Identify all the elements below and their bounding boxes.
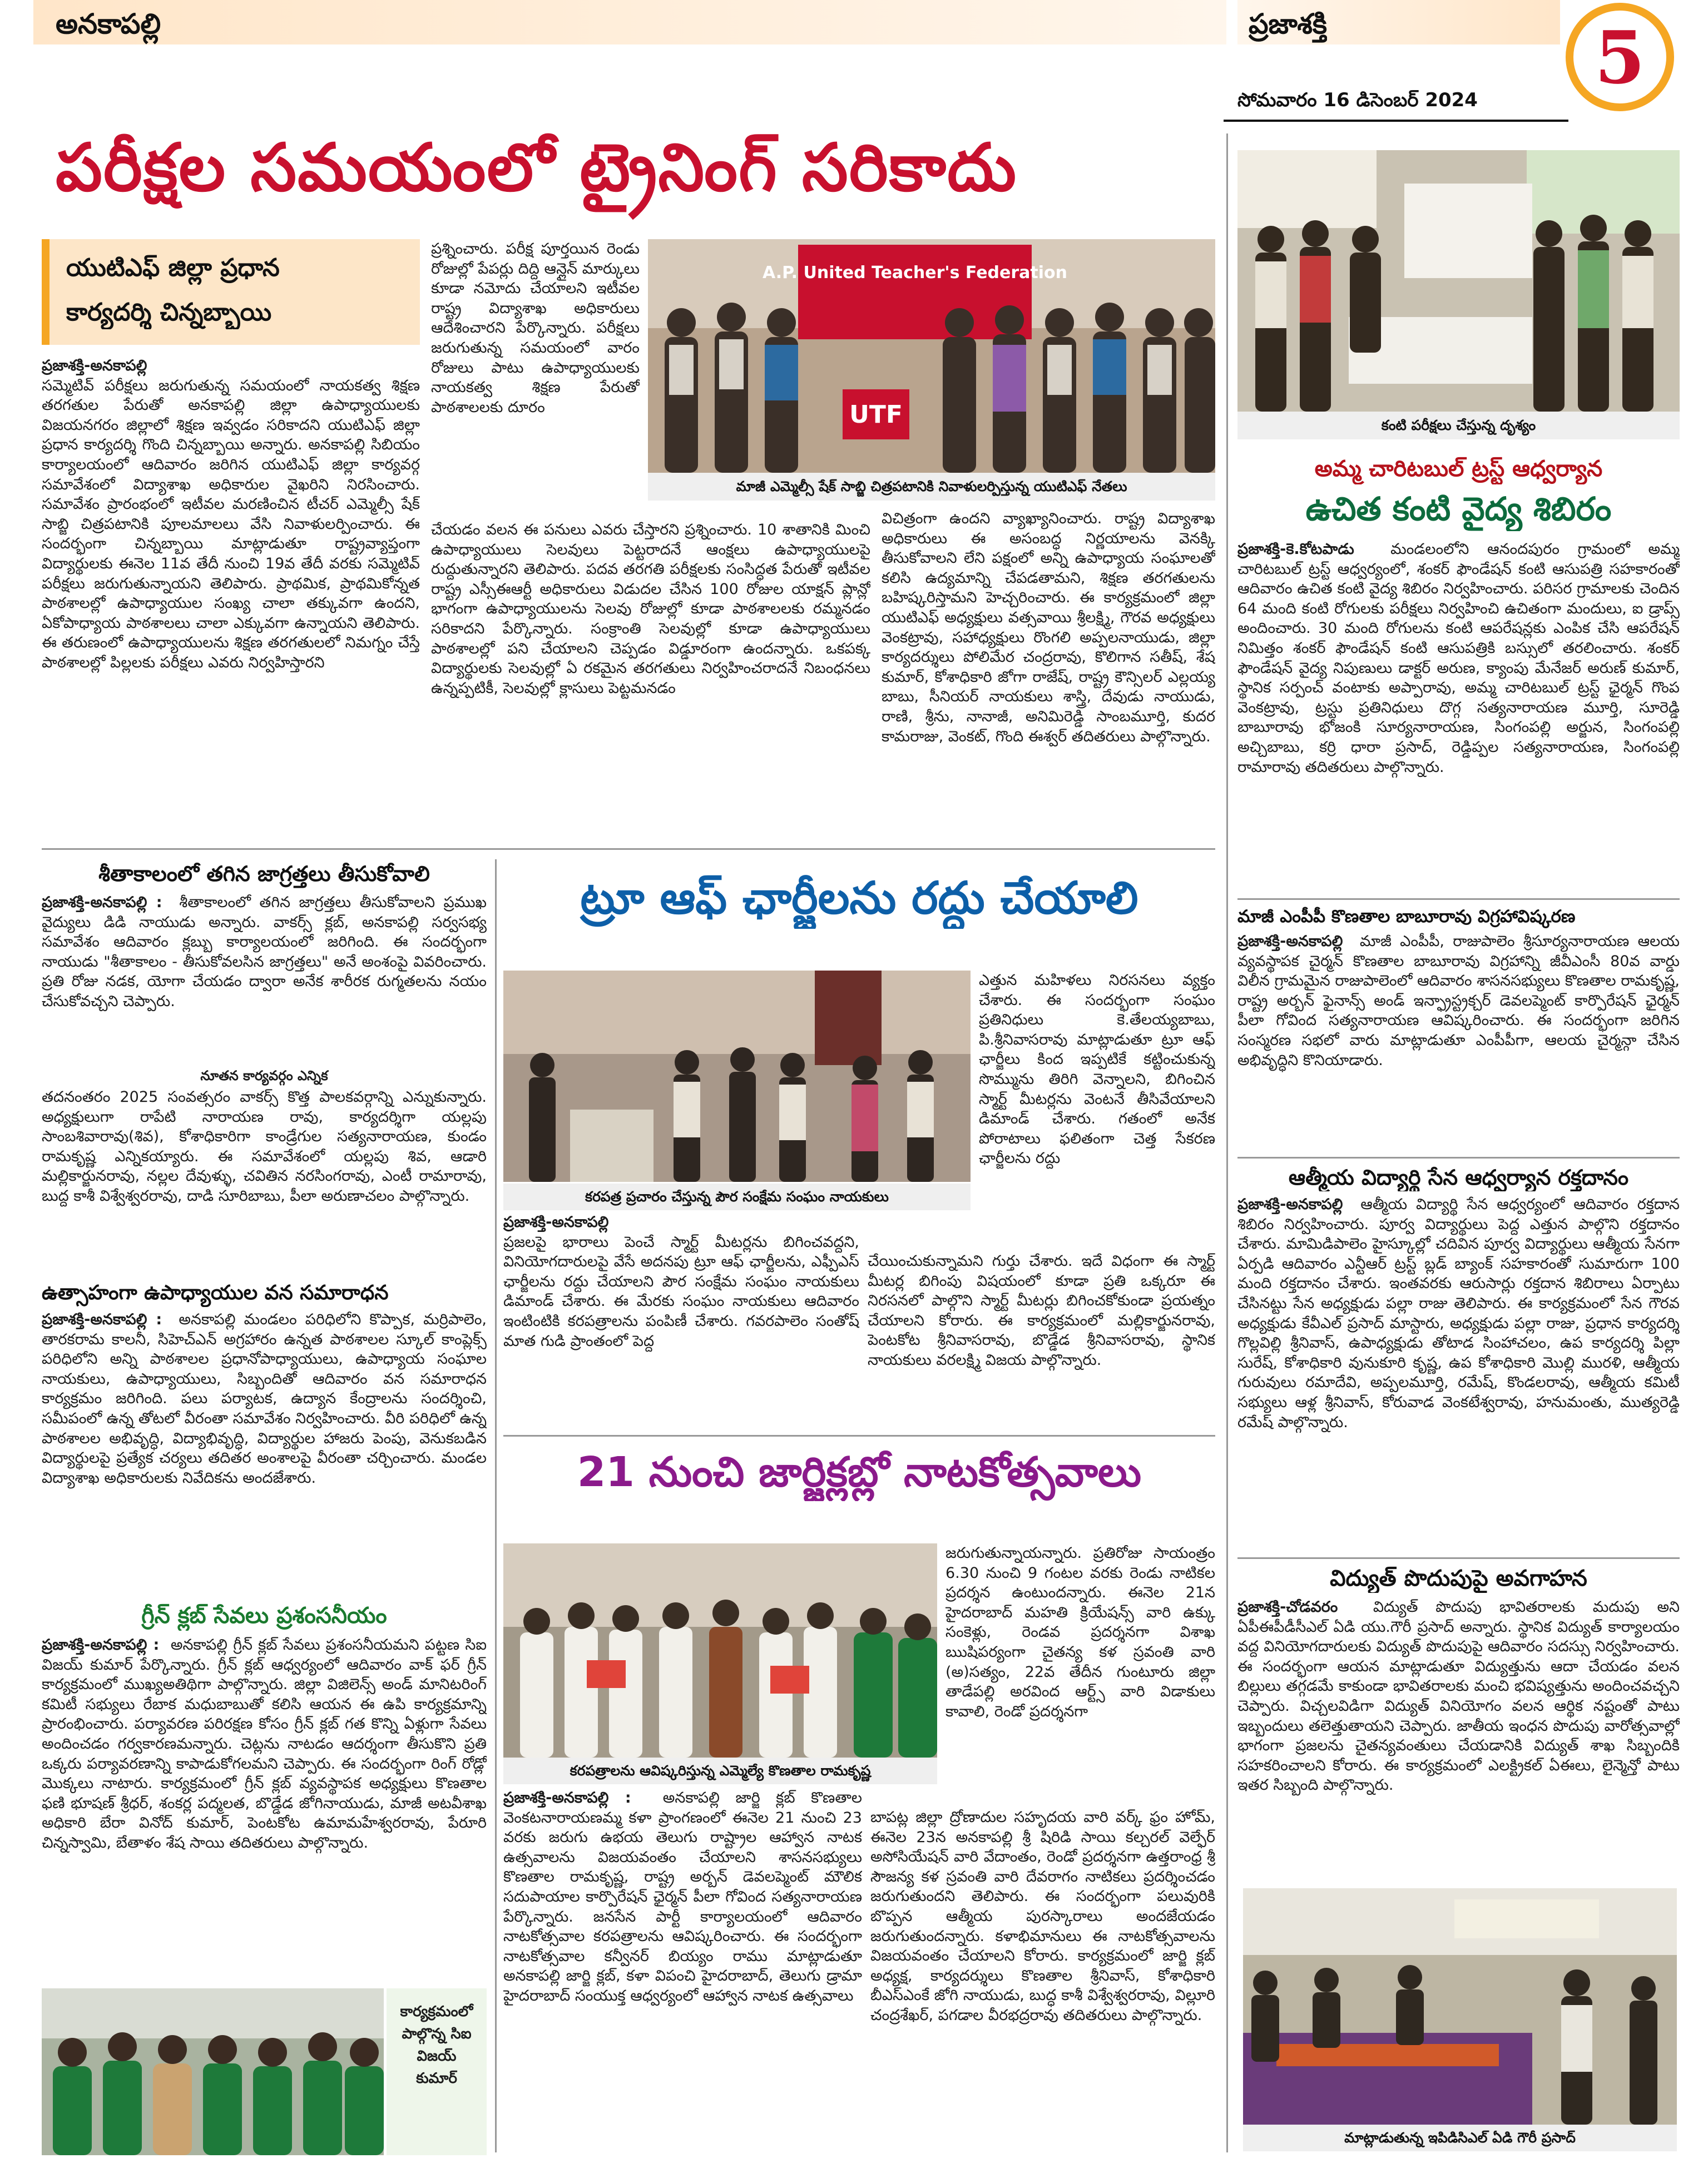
blood-donation-body: ప్రజాశక్తి-అనకాపల్లి ఆత్మీయ విద్యార్థి సేన ఆధ్వర్యంలో ఆదివారం రక్తదాన శిబిరం నిర్వహించారు. పూర్వ విద్యార్థులు పెద్ద ఎత్తున పాల్గొని రక్తదానం చేశారు. మామిడిపాలెం హైస్కూల్లో చదివిన పూర్వ విద్యార్థులు ఆత్మీయ సేనగా ఏర్పడి ఆదివారం ఎన్టీఆర్ ట్రస్ట్ బ్లడ్ బ్యాంక్ సహకారంతో సుమారుగా 100 మంది రక్తదానం చేశారు. ఇంతవరకు ఆరుసార్లు రక్తదాన శిబిరాలు ఏర్పాటు చేసినట్టు సేన అధ్యక్షుడు పల్లా రాజు తెలిపారు. ఈ కార్యక్రమంలో సేన గౌరవ అధ్యక్షుడు కేవీఎల్ ప్రసాద్ మాస్టారు, అధ్యక్షుడు పల్లా రాజు, ప్రధాన కార్యదర్శి గొల్లవిల్లి శ్రీనివాస్, ఉపాధ్యక్షుడు తోటాడ సింహాచలం, ఉప కార్యదర్శి పిల్లా సురేష్, కోశాధికారి వునుకూరి కృష్ణ, ఉప కోశాధికారి మొల్లి మురళి, ఆత్మీయ గురువులు రమాదేవి, అప్పలమూర్తి, రమేష్, కొండలరావు, ఆత్మీయ కమిటీ సభ్యులు ఆళ్ల శ్రీనివాస్, కోరువాడ వెంకటేశ్వరావు, హనుమంతు, ముత్యరెడ్డి రమేష్ పాల్గొన్నారు. bbox=[1237, 1196, 1680, 1431]
lead-col2-top: ప్రశ్నించారు. పరీక్ష పూర్తయిన రెండు రోజుల్లో పేపర్లు దిద్ది ఆన్లైన్ మార్కులు కూడా నమోదు చేయాలని ఇటీవల రాష్ట్ర విద్యాశాఖ అధికారులు ఆదేశించారని పేర్కొన్నారు. పరీక్షలు జరుగుతున్న సమయంలో వారం రోజులు పాటు ఉపాధ్యాయులకు నాయకత్వ శిక్షణ పేరుతో పాఠశాలలకు దూరం bbox=[431, 240, 640, 416]
winter-body2: తదనంతరం 2025 సంవత్సరం వాకర్స్ కొత్త పాలకవర్గాన్ని ఎన్నుకున్నారు. అధ్యక్షులుగా రాపేటి నారాయణ రావు, కార్యదర్శిగా యల్లపు సాంబశివారావు(శివ), కోశాధికారిగా కాండ్రేగుల సత్యనారాయణ, కుండం రామకృష్ణ ఎన్నికయ్యారు. ఈ సమావేశంలో యల్లపు శివ, ఆడారి మల్లికార్జునరావు, నల్లల దేవుళ్ళు, చవితిన నరసింగరావు, ఎంటీ రామారావు, బుద్ద కాశీ విశ్వేశ్వరరావు, దాడి సూరిబాబు, పీలా అరుణాచలం పాల్గొన్నారు. bbox=[42, 1088, 487, 1205]
location-name: అనకాపల్లి bbox=[56, 8, 161, 40]
teachers-headline: ఉత్సాహంగా ఉపాధ్యాయుల వన సమారాధన bbox=[42, 1281, 389, 1304]
eye-camp-kicker: అమ్మ చారిటబుల్ ట్రస్ట్ ఆధ్వర్యాన bbox=[1314, 456, 1603, 482]
eye-camp-headline: ఉచిత కంటి వైద్య శిబిరం bbox=[1305, 490, 1612, 528]
drama-right-col: బాపట్ల జిల్లా ద్రోణాదుల సహృదయ వారి వర్క్ ఫ్రం హోమ్, ఈనెల 23న అనకాపల్లి శ్రీ షిరిడి సాయి కల్చరల్ వెల్ఫేర్ అసోసియేషన్ వారి వేదాంతం, రెండో ప్రదర్శనగా ఉత్తరాంధ్ర శ్రీ సౌజన్య కళ స్రవంతి వారి దేవరాగం నాటికలు ప్రదర్శించడం జరుగుతుందని తెలిపారు. ఈ సందర్భంగా పలువురికి బొప్పన ఆత్మీయ పురస్కారాలు అందజేయడం జరుగుతుందన్నారు. కళాభిమానులు ఈ నాటకోత్సవాలను విజయవంతం చేయాలని కోరారు. కార్యక్రమంలో జార్జి క్లబ్ అధ్యక్ష, కార్యదర్శులు కొణతాల శ్రీనివాస్, కోశాధికారి బీఎస్ఎంకే జోగి నాయుడు, బుద్ధ కాశీ విశ్వేశ్వరరావు, విల్లూరి చంద్రశేఖర్, పగడాల వీరభద్రరావు తదితరులు పాల్గొన్నారు. bbox=[870, 1809, 1215, 2024]
trueup-headline: ట్రూ ఆఫ్ ఛార్జీలను రద్దు చేయాలి bbox=[580, 872, 1138, 924]
drama-headline: 21 నుంచి జార్జిక్లబ్లో నాటకోత్సవాలు bbox=[577, 1448, 1142, 1496]
right-column-rule bbox=[1226, 133, 1228, 2152]
green-club-body: ప్రజాశక్తి-అనకాపల్లి : అనకాపల్లి గ్రీన్ క్లబ్ సేవలు ప్రశంసనీయమని పట్టణ సిఐ విజయ్ కుమార్ పేర్కొన్నారు. గ్రీన్ క్లబ్ ఆధ్వర్యంలో ఆదివారం వాక్ ఫర్ గ్రీన్ కార్యక్రమంలో ముఖ్యఅతిథిగా పాల్గొన్నారు. జిల్లా విజిలెన్స్ అండ్ మానిటరింగ్ కమిటీ సభ్యులు రేబాక మధుబాబుతో కలిసి ఆయన ఈ ఉపి కార్యక్రమాన్ని ప్రారంభించారు. పర్యావరణ పరిరక్షణ కోసం గ్రీన్ క్లబ్ గత కొన్ని ఏళ్లుగా సేవలు అందించడం గర్వకారణమన్నారు. చెట్లను నాటడం ఆదర్శంగా తీసుకొని ప్రతి ఒక్కరు పర్యావరణాన్ని కాపాడుకోగలమని చెప్పారు. ఈ సందర్భంగా రింగ్ రోడ్లో మొక్కలు నాటారు. కార్యక్రమంలో గ్రీన్ క్లబ్ వ్యవస్థాపక అధ్యక్షులు కొణతాల ఫణి భూషణ్ శ్రీధర్, శంకర్ల పద్మలత, బొడ్డేడ జోగినాయుడు, మాజీ అటవీశాఖ అధికారి బేరా వినోద్ కుమార్, పెంటకోట ఉమామహేశ్వరరావు, పేరూరి చిన్నస్వామి, బేతాళం శేష సాయి తదితరులు పాల్గొన్నారు. bbox=[42, 1636, 487, 1852]
page-number: 5 bbox=[1595, 15, 1645, 100]
trueup-left-col: ప్రజాశక్తి-అనకాపల్లి ప్రజలపై భారాలు పెంచే స్మార్ట్ మీటర్లను బిగించవద్దని, వినియోగదారులపై వేసే అదనపు ట్రూ ఆఫ్ ఛార్జీలను, ఎఫ్పీఎస్ ఛార్జీలను రద్దు చేయాలని పౌర సంక్షేమ సంఘం నాయకులు డిమాండ్ చేశారు. ఈ మేరకు సంఘం నాయకులు ఆదివారం ఇంటింటికి కరపత్రాలను పంపిణీ చేశారు. గవరపాలెం సంతోష్ మాత గుడి ప్రాంతంలో పెద్ద bbox=[503, 1214, 859, 1350]
utf-meeting-photo bbox=[648, 239, 1215, 473]
drama-left-col: ప్రజాశక్తి-అనకాపల్లి : అనకాపల్లి జార్జి క్లబ్ కొణతాల వెంకటనారాయణమ్మ కళా ప్రాంగణంలో ఈనెల 21 నుంచి 23 వరకు జరుగు ఉభయ తెలుగు రాష్ట్రాల ఆహ్వాన నాటక ఉత్సవాలను విజయవంతం చేయాలని శాసనసభ్యులు కొణతాల రామకృష్ణ, రాష్ట్ర అర్బన్ డెవలప్మెంట్ మౌలిక సదుపాయాల కార్పొరేషన్ ఛైర్మన్ పీలా గోవింద సత్యనారాయణ పేర్కొన్నారు. జనసేన పార్టీ కార్యాలయంలో ఆదివారం నాటకోత్సవాల కరపత్రాలను ఆవిష్కరించారు. ఈ సందర్భంగా నాటకోత్సవాల కన్వీనర్ బియ్యం రాము మాట్లాడుతూ అనకాపల్లి జార్జి క్లబ్, కళా విపంచి హైదరాబాద్, తెలుగు డ్రామా హైదరాబాద్ సంయుక్త ఆధ్వర్యంలో ఆహ్వాన నాటక ఉత్సవాలు bbox=[503, 1789, 862, 2004]
power-meeting-photo bbox=[1243, 1888, 1677, 2125]
winter-body: ప్రజాశక్తి-అనకాపల్లి : శీతాకాలంలో తగిన జాగ్రత్తలు తీసుకోవాలని ప్రముఖ వైద్యులు డిడి నాయుడు అన్నారు. వాకర్స్ క్లబ్, అనకాపల్లి సర్వసభ్య సమావేశం ఆదివారం క్లబ్బు కార్యాలయంలో జరిగింది. ఈ సందర్భంగా నాయుడు "శీతాకాలం - తీసుకోవలసిన జాగ్రత్తలు" అనే అంశంపై వివరించారు. ప్రతి రోజు నడక, యోగా చేయడం ద్వారా అనేక శారీరక రుగ్మతలను నయం చేసుకోవచ్చని చెప్పారు. bbox=[42, 894, 487, 1010]
green-photo-caption: కార్యక్రమంలో పాల్గొన్న సిఐ విజయ్ కుమార్ bbox=[400, 2003, 473, 2087]
right-rule-1 bbox=[1237, 898, 1680, 900]
banner-logo: UTF bbox=[849, 400, 903, 429]
green-club-headline: గ్రీన్ క్లబ్ సేవలు ప్రశంసనీయం bbox=[141, 1603, 387, 1629]
left-column-rule bbox=[495, 859, 497, 2152]
konathala-body: ప్రజాశక్తి-అనకాపల్లి మాజీ ఎంపీపీ, రాజుపాలెం శ్రీసూర్యనారాయణ ఆలయ వ్యవస్థాపక చైర్మన్ కొణతాల బాబూరావు విగ్రహాన్ని జీవీఎంసీ 80వ వార్డు విలీన గ్రామమైన రాజుపాలెంలో ఆదివారం శాసనసభ్యులు కొణతాల రామకృష్ణ, రాష్ట్ర అర్బన్ ఫైనాన్స్ అండ్ ఇన్ఫ్రాస్ట్రక్చర్ డెవలప్మెంట్ కార్పొరేషన్ ఛైర్మన్ పీలా గోవింద సత్యనారాయణ ఆవిష్కరించారు. ఈ సందర్భంగా జరిగిన సంస్మరణ సభలో వారు మాట్లాడుతూ ఎంపీపీగా, ఆలయ చైర్మన్గా చేసిన అభివృద్ధిని కొనియాడారు. bbox=[1237, 933, 1680, 1069]
lead-col2-bottom: చేయడం వలన ఈ పనులు ఎవరు చేస్తారని ప్రశ్నించారు. 10 శాతానికి మించి ఉపాధ్యాయులు సెలవులు పెట్టరాదనే ఆంక్షలు ఉపాధ్యాయులపై రుద్దుతున్నారని తెలిపారు. పదవ తరగతి పరీక్షలకు సంసిద్ధత పేరుతో ఇటీవల రాష్ట్ర ఎస్సీఈఆర్టీ అధికారులు విడుదల చేసిన 100 రోజుల యాక్షన్ ప్లాన్లో భాగంగా ఉపాధ్యాయులను సెలవు రోజుల్లో కూడా పాఠశాలలకు రమ్మనడం సరికాదని పేర్కొన్నారు. సంక్రాంతి సెలవుల్లో కూడా ఉపాధ్యాయులు పాఠశాలల్లో పని చేయాలని చెప్పడం విడ్డూరంగా ఉందన్నారు. ఒకపక్క విద్యార్థులకు సెలవుల్లో ఏ రకమైన తరగతులు నిర్వహించరాదనే నిబంధనలు ఉన్నప్పటికీ, సెలవుల్లో క్లాసులు పెట్టమనడం bbox=[431, 521, 870, 697]
power-saving-body: ప్రజాశక్తి-చోడవరం విద్యుత్ పొదుపు భావితరాలకు మదుపు అని ఏపీఈపీడీసీఎల్ ఏడి యు.గౌరీ ప్రసాద్ అన్నారు. స్థానిక విద్యుత్ కార్యాలయం వద్ద వినియోగదారులకు విద్యుత్ పొదుపుపై ఆదివారం సదస్సు నిర్వహించారు. ఈ సందర్భంగా ఆయన మాట్లాడుతూ విద్యుత్తును ఆదా చేయడం వలన బిల్లులు తగ్గడమే కాకుండా భావితరాలకు మంచి భవిష్యత్తును అందించవచ్చని చెప్పారు. విచ్చలవిడిగా విద్యుత్ వినియోగం వలన ఆర్థిక నష్టంతో పాటు ఇబ్బందులు తలెత్తుతాయని చెప్పారు. జాతీయ ఇంధన పొదుపు వారోత్సవాల్లో భాగంగా ప్రజలను చైతన్యవంతులు చేయడానికి విద్యుత్ శాఖ సిబ్బందికి సహకరించాలని కోరారు. ఈ కార్యక్రమంలో ఎలక్ట్రికల్ ఏఈలు, లైన్మెన్తో పాటు ఇతర సిబ్బంది పాల్గొన్నారు. bbox=[1237, 1598, 1680, 1794]
page-number-badge bbox=[1566, 3, 1674, 111]
lead-col3: విచిత్రంగా ఉందని వ్యాఖ్యానించారు. రాష్ట్ర విద్యాశాఖ అధికారులు ఈ అసంబద్ధ నిర్ణయాలను వెనక్కి తీసుకోవాలని లేని పక్షంలో అన్ని ఉపాధ్యాయ సంఘాలతో కలిసి ఉద్యమాన్ని చేపడతామని, శిక్షణ తరగతులను బహిష్కరిస్తామని హెచ్చరించారు. ఈ కార్యక్రమంలో జిల్లా యుటిఎఫ్ అధ్యక్షులు వత్సవాయి శ్రీలక్ష్మి, గౌరవ అధ్యక్షులు వెంకట్రావు, సహాధ్యక్షులు రొంగలి అప్పలనాయుడు, జిల్లా కార్యదర్శులు పోలిమేర చంద్రరావు, కొలిగాన సతీష్, శేష కుమార్, కోశాధికారి జోగా రాజేష్, రాష్ట్ర కౌన్సిలర్ ఎల్లయ్య బాబు, సీనియర్ నాయకులు శాస్త్రి, దేవుడు నాయుడు, రాణి, శ్రీను, నానాజీ, అనిమిరెడ్డి సాంబమూర్తి, కుదర కామరాజు, వెంకట్, గొంది ఈశ్వర్ తదితరులు పాల్గొన్నారు. bbox=[882, 510, 1215, 745]
blood-donation-headline: ఆత్మీయ విద్యార్థి సేన ఆధ్వర్యాన రక్తదానం bbox=[1288, 1165, 1629, 1190]
paper-name: ప్రజాశక్తి bbox=[1249, 8, 1327, 40]
power-saving-headline: విద్యుత్ పొదుపుపై అవగాహన bbox=[1330, 1566, 1587, 1591]
eye-camp-photo bbox=[1237, 150, 1680, 412]
lead-col1-text: సమ్మెటివ్ పరీక్షలు జరుగుతున్న సమయంలో నాయకత్వ శిక్షణ తరగతుల పేరుతో అనకాపల్లి జిల్లా ఉపాధ్యాయులకు విజయనగరం జిల్లాలో శిక్షణ ఇవ్వడం సరికాదని యుటిఎఫ్ జిల్లా ప్రధాన కార్యదర్శి గొంది చిన్నబ్బాయి అన్నారు. అనకాపల్లి సిబియం కార్యాలయంలో ఆదివారం జరిగిన యుటిఎఫ్ జిల్లా కార్యవర్గ సమావేశంలో విద్యాశాఖ అధికారుల వైఖరిని నిరసించారు. సమావేశం ప్రారంభంలో ఇటీవల మరణించిన టీచర్ ఎమ్మెల్సీ షేక్ సాబ్జి చిత్రపటానికి పూలమాలలు వేసి నివాళులర్పించారు. ఈ సందర్భంగా చిన్నబ్బాయి మాట్లాడుతూ రాష్ట్రవ్యాప్తంగా విద్యార్థులకు ఈనెల 11వ తేదీ నుంచి 19వ తేదీ వరకు సమ్మెటివ్ పరీక్షలు జరుగుతున్నాయని తెలిపారు. ప్రాథమిక, ప్రాథమికోన్నత పాఠశాలల్లో ఉపాధ్యాయుల సంఖ్య చాలా తక్కువగా ఉందని, ఏకోపాధ్యాయ పాఠశాలలు చాలా ఎక్కువగా ఉన్నాయని తెలిపారు. ఈ తరుణంలో ఉపాధ్యాయులను శిక్షణ తరగతులలో నిమగ్నం చేస్తే పాఠశాలల్లో పిల్లలకు పరీక్షలు ఎవరు నిర్వహిస్తారని bbox=[42, 377, 420, 671]
utf-photo-caption: మాజీ ఎమ్మెల్సీ షేక్ సాబ్జి చిత్రపటానికి నివాళులర్పిస్తున్న యుటిఎఫ్ నేతలు bbox=[648, 473, 1215, 501]
eye-photo-caption: కంటి పరీక్షలు చేస్తున్న దృశ్యం bbox=[1237, 412, 1680, 439]
right-rule-2 bbox=[1237, 1157, 1680, 1159]
drama-photo-caption: కరపత్రాలను ఆవిష్కరిస్తున్న ఎమ్మెల్యే కొణతాల రామకృష్ణ bbox=[503, 1758, 937, 1784]
teachers-body: ప్రజాశక్తి-అనకాపల్లి : అనకాపల్లి మండలం పరిధిలోని కొప్పాక, మర్రిపాలెం, తారకరామ కాలనీ, సిహెచ్ఎన్ అగ్రహారం ఉన్నత పాఠశాలల స్కూల్ కాంప్లెక్స్ పరిధిలోని అన్ని పాఠశాలల ప్రధానోపాధ్యాయులు, ఉపాధ్యాయ సంఘాల నాయకులు, ఉపాధ్యాయులు, సిబ్బందితో ఆదివారం వన సమారాధన కార్యక్రమం జరిగింది. పలు పర్యాటక, ఉద్యాన కేంద్రాలను సందర్శించి, సమీపంలో ఉన్న తోటలో వీరంతా సమావేశం నిర్వహించారు. వీరి పరిధిలో ఉన్న పాఠశాలల అభివృద్ధి, విద్యాభివృద్ధి, విద్యార్థుల హాజరు పెంపు, వెనుకబడిన విద్యార్థులపై ప్రత్యేక చర్యలు తదితర అంశాలపై వీరంతా చర్చించారు. మండల విద్యాశాఖ అధికారులకు నివేదికను అందజేశారు. bbox=[42, 1311, 487, 1487]
drama-photo bbox=[503, 1543, 937, 1758]
date-underline bbox=[1224, 120, 1568, 122]
green-photo-caption-box bbox=[387, 1988, 487, 2155]
lead-dateline: ప్రజాశక్తి-అనకాపల్లి bbox=[42, 357, 147, 374]
winter-headline: శీతాకాలంలో తగిన జాగ్రత్తలు తీసుకోవాలి bbox=[98, 862, 430, 886]
right-rule-3 bbox=[1237, 1557, 1680, 1559]
green-club-photo bbox=[42, 1988, 384, 2155]
trueup-right-col: ఎత్తున మహిళలు నిరసనలు వ్యక్తం చేశారు. ఈ సందర్భంగా సంఘం ప్రతినిధులు కె.తేలయ్యబాబు, పి.శ్రీనివాసరావు మాట్లాడుతూ ట్రూ ఆఫ్ ఛార్జీలు కింద ఇప్పటికే కట్టించుకున్న సొమ్మును తిరిగి వెన్నాలని, బిగించిన స్మార్ట్ మీటర్లను వెంటనే తీసివేయాలని డిమాండ్ చేశారు. గతంలో అనేక పోరాటాలు ఫలితంగా చెత్త సేకరణ ఛార్జీలను రద్దు bbox=[979, 972, 1215, 1167]
masthead-bar-right bbox=[1237, 0, 1560, 44]
trueup-bottom-col: చేయించుకున్నామని గుర్తు చేశారు. ఇదే విధంగా ఈ స్మార్ట్ మీటర్ల బిగింపు విషయంలో కూడా ప్రతి ఒక్కరూ ఈ నిరసనలో పాల్గొని స్మార్ట్ మీటర్లు బిగించకోకుండా ప్రయత్నం చేయాలని కోరారు. ఈ కార్యక్రమంలో మల్లికార్జునరావు, పెంటకోట శ్రీనివాసరావు, బొడ్డేడ శ్రీనివాసరావు, స్థానిక నాయకులు వరలక్ష్మి విజయ పాల్గొన్నారు. bbox=[868, 1253, 1215, 1369]
lead-col1 bbox=[42, 356, 420, 840]
lead-bottom-rule bbox=[42, 848, 1215, 850]
eye-camp-body: ప్రజాశక్తి-కె.కోటపాడు మండలంలోని ఆనందపురం గ్రామంలో అమ్మ చారిటబుల్ ట్రస్ట్ ఆధ్వర్యంలో, శంకర్ ఫౌండేషన్ కంటి ఆసుపత్రి సహకారంతో ఆదివారం ఉచిత కంటి వైద్య శిబిరం నిర్వహించారు. పరిసర గ్రామాలకు చెందిన 64 మంది కంటి రోగులకు పరీక్షలు నిర్వహించి ఉచితంగా మందులు, ఐ డ్రాప్స్ అందించారు. 30 మంది రోగులను కంటి ఆపరేషన్లకు ఎంపిక చేసి ఆపరేషన్ నిమిత్తం శంకర్ ఫౌండేషన్ కంటి ఆసుపత్రికి బస్సులో తరలించారు. శంకర్ ఫౌండేషన్ వైద్య నిపుణులు డాక్టర్ అరుణ, క్యాంపు మేనేజర్ అరుణ్ కుమార్, స్థానిక సర్పంచ్ వంటాకు అప్పారావు, అమ్మ చారిటబుల్ ట్రస్ట్ ఛైర్మన్ గొంప వెంకట్రావు, ట్రస్టు ప్రతినిధులు దొగ్గ సత్యనారాయణ మూర్తి, సూరెడ్డి బాబూరావు భోజంకి సూర్యనారాయణ, సింగంపల్లి అర్జున, సింగంపల్లి అచ్చిబాబు, కర్రి ధారా ప్రసాద్, రెడ్డిప్పల సత్యనారాయణ, సింగంపల్లి రామారావు తదితరులు పాల్గొన్నారు. bbox=[1237, 541, 1680, 776]
lead-subhead-box bbox=[42, 239, 420, 345]
mid-rule bbox=[503, 1435, 1215, 1437]
banner-text: A.P. United Teacher's Federation bbox=[762, 263, 1068, 283]
power-photo-caption: మాట్లాడుతున్న ఇపిడిసిఎల్ ఏడి గౌరీ ప్రసాద్ bbox=[1243, 2125, 1677, 2151]
winter-mini-head: నూతన కార్యవర్గం ఎన్నిక bbox=[200, 1068, 328, 1083]
lead-subhead-line1: యుటిఎఫ్ జిల్లా ప్రధాన bbox=[66, 254, 280, 282]
lead-subhead-line2: కార్యదర్శి చిన్నబ్బాయి bbox=[66, 298, 272, 326]
trueup-photo bbox=[503, 971, 971, 1182]
drama-right-top: జరుగుతున్నాయన్నారు. ప్రతిరోజు సాయంత్రం 6.30 నుంచి 9 గంటల వరకు రెండు నాటికల ప్రదర్శన ఉంటుందన్నారు. ఈనెల 21న హైదరాబాద్ మహతి క్రియేషన్స్ వారి ఉక్కు సంకెళ్లు, రెండవ ప్రదర్శనగా విశాఖ ఋషిపర్యంగా చైతన్య కళ స్రవంతి వారి (అ)సత్యం, 22వ తేదీన గుంటూరు జిల్లా తాడేపల్లి అరవింద ఆర్ట్స్ వారి విడాకులు కావాలి, రెండో ప్రదర్శనగా bbox=[945, 1545, 1215, 1720]
masthead-bar bbox=[33, 0, 1226, 44]
lead-headline: పరీక్షల సమయంలో ట్రైనింగ్ సరికాదు bbox=[56, 129, 1018, 206]
trueup-photo-caption: కరపత్ర ప్రచారం చేస్తున్న పౌర సంక్షేమ సంఘం నాయకులు bbox=[503, 1184, 971, 1210]
konathala-headline: మాజీ ఎంపీపీ కొణతాల బాబూరావు విగ్రహావిష్కరణ bbox=[1237, 907, 1576, 927]
edition-date: సోమవారం 16 డిసెంబర్ 2024 bbox=[1237, 89, 1478, 111]
